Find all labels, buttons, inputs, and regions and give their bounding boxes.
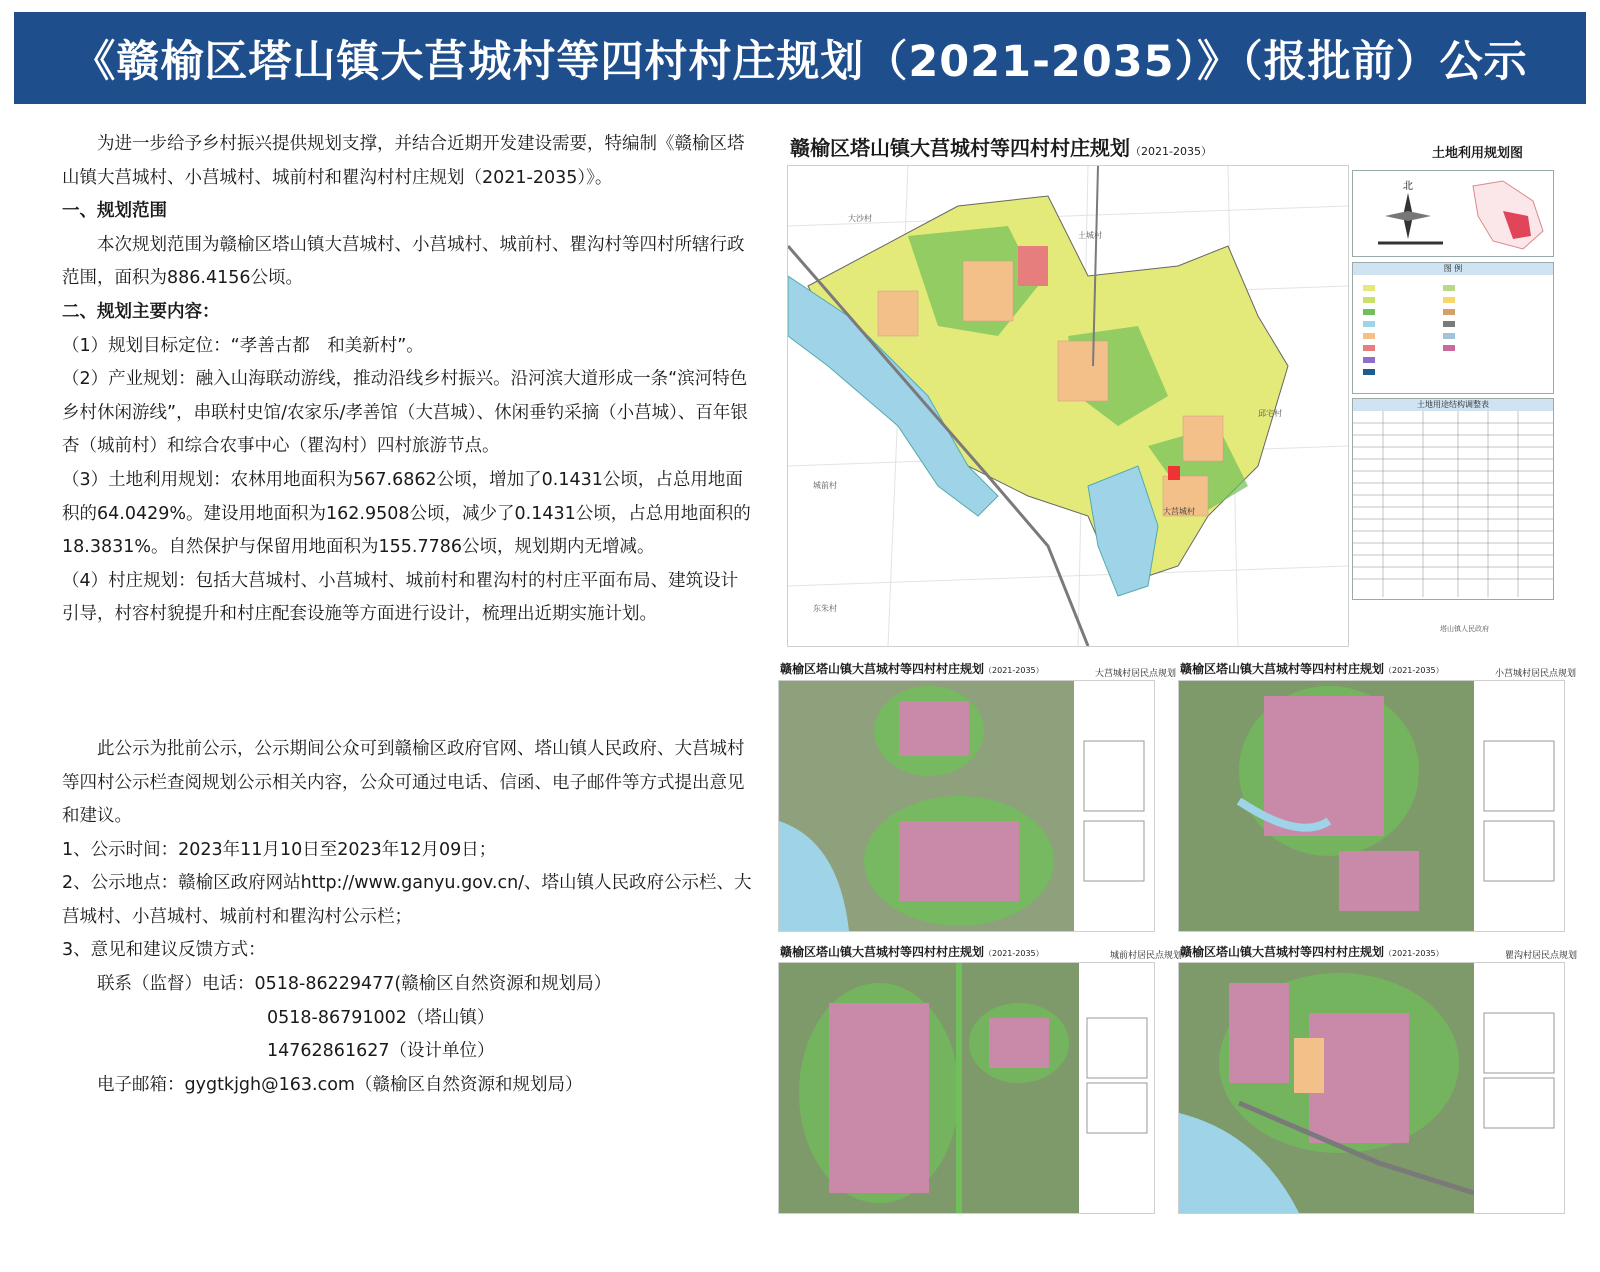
map-label: 大沙村	[848, 214, 872, 223]
thumb-xiaoju-graphic	[1179, 681, 1564, 931]
map-label: 邱宅村	[1258, 409, 1282, 418]
item-landuse: （3）土地利用规划：农林用地面积为567.6862公顷，增加了0.1431公顷，占总用地面积的64.0429%。建设用地面积为162.9508公顷，减少了0.1431公顷，占总用地面积的18.3831%。自然保护与保留用地面积为155.7786公顷，规划期内无增减。	[62, 469, 751, 558]
thumb2-subtitle: 小莒城村居民点规划	[1495, 669, 1577, 679]
table-grid	[1353, 411, 1553, 597]
thumb4-title	[1180, 943, 1444, 960]
thumb4-title-text: 赣榆区塔山镇大莒城村等四村村庄规划	[1180, 945, 1385, 959]
map-label: 城前村	[813, 481, 837, 490]
publicity-paragraph: 此公示为批前公示，公示期间公众可到赣榆区政府官网、塔山镇人民政府、大莒城村等四村公示栏查阅规划公示相关内容，公众可通过电话、信函、电子邮件等方式提出意见和建议。	[62, 738, 745, 827]
map-label: 土城村	[1078, 231, 1102, 240]
thumb-daju	[778, 680, 1155, 932]
thumb3-years: （2021-2035）	[984, 949, 1044, 958]
item-industry: （2）产业规划：融入山海联动游线，推动沿线乡村振兴。沿河滨大道形成一条“滨河特色乡村休闲游线”，串联村史馆/农家乐/孝善馆（大莒城）、休闲垂钓采摘（小莒城）、百年银杏（城前村）和综合农事中心（瞿沟村）四村旅游节点。	[62, 369, 748, 457]
main-map-title-text: 赣榆区塔山镇大莒城村等四村村庄规划	[790, 136, 1130, 160]
issuer-note: 塔山镇人民政府	[1440, 625, 1489, 633]
thumb-daju-graphic	[779, 681, 1154, 931]
item-goal: （1）规划目标定位：“孝善古都 和美新村”。	[62, 335, 424, 356]
thumb-chengqian	[778, 962, 1155, 1214]
thumb4-years: （2021-2035）	[1384, 949, 1444, 958]
thumb-qugou-graphic	[1179, 963, 1564, 1213]
thumb4-subtitle: 瞿沟村居民点规划	[1505, 951, 1578, 961]
legend-title: 图 例	[1353, 263, 1553, 275]
page-title: 《赣榆区塔山镇大莒城村等四村村庄规划（2021-2035）》（报批前）公示	[72, 36, 1528, 87]
thumb-chengqian-graphic	[779, 963, 1154, 1213]
publicity-place: 2、公示地点：赣榆区政府网站http://www.ganyu.gov.cn/、塔山镇人民政府公示栏、大莒城村、小莒城村、城前村和瞿沟村公示栏；	[62, 873, 752, 927]
compass-and-location	[1353, 171, 1553, 256]
map-label: 大莒城村	[1163, 507, 1195, 516]
item-village: （4）村庄规划：包括大莒城村、小莒城村、城前村和瞿沟村的村庄平面布局、建筑设计引导，村容村貌提升和村庄配套设施等方面进行设计，梳理出近期实施计划。	[62, 570, 739, 625]
thumb3-title	[780, 943, 1044, 960]
main-map-title	[790, 132, 1212, 161]
thumb3-title-text: 赣榆区塔山镇大莒城村等四村村庄规划	[780, 945, 985, 959]
section1-body: 本次规划范围为赣榆区塔山镇大莒城村、小莒城村、城前村、瞿沟村等四村所辖行政范围，面积为886.4156公顷。	[62, 234, 745, 289]
thumb1-subtitle: 大莒城村居民点规划	[1095, 669, 1177, 679]
land-use-table	[1352, 398, 1554, 600]
thumb2-years: （2021-2035）	[1384, 666, 1444, 675]
thumb3-subtitle: 城前村居民点规划	[1110, 951, 1183, 961]
legend-swatches	[1353, 275, 1553, 391]
main-map-years: （2021-2035）	[1130, 145, 1212, 158]
phone-designer: 14762861627（设计单位）	[267, 1041, 495, 1062]
table-title: 土地用途结构调整表	[1353, 399, 1553, 411]
section1-heading: 一、规划范围	[62, 201, 167, 222]
map-legend	[1352, 262, 1554, 394]
land-use-map	[787, 165, 1349, 647]
notice-text	[62, 128, 752, 1102]
spacer	[62, 632, 752, 733]
email-contact: 电子邮箱：gygtkjgh@163.com（赣榆区自然资源和规划局）	[97, 1074, 583, 1095]
north-label: 北	[1403, 181, 1413, 192]
north-and-location-panel	[1352, 170, 1554, 257]
phone-bureau: 联系（监督）电话：0518-86229477(赣榆区自然资源和规划局）	[97, 974, 612, 995]
thumb-xiaoju	[1178, 680, 1565, 932]
intro-paragraph: 为进一步给予乡村振兴提供规划支撑，并结合近期开发建设需要，特编制《赣榆区塔山镇大莒城村、小莒城村、城前村和瞿沟村村庄规划（2021-2035）》。	[62, 134, 745, 188]
title-banner	[14, 12, 1586, 104]
publicity-time: 1、公示时间：2023年11月10日至2023年12月09日；	[62, 839, 497, 860]
thumb1-title-text: 赣榆区塔山镇大莒城村等四村村庄规划	[780, 662, 985, 676]
feedback-heading: 3、意见和建议反馈方式：	[62, 940, 266, 961]
thumb-qugou	[1178, 962, 1565, 1214]
section2-heading: 二、规划主要内容：	[62, 301, 220, 322]
thumb1-years: （2021-2035）	[984, 666, 1044, 675]
thumb2-title	[1180, 660, 1444, 677]
map-label: 东朱村	[813, 604, 837, 613]
thumb1-title	[780, 660, 1044, 677]
phone-town: 0518-86791002（塔山镇）	[267, 1007, 495, 1028]
main-map-subtitle: 土地利用规划图	[1432, 146, 1524, 161]
land-use-map-graphic	[788, 166, 1348, 646]
thumb2-title-text: 赣榆区塔山镇大莒城村等四村村庄规划	[1180, 662, 1385, 676]
